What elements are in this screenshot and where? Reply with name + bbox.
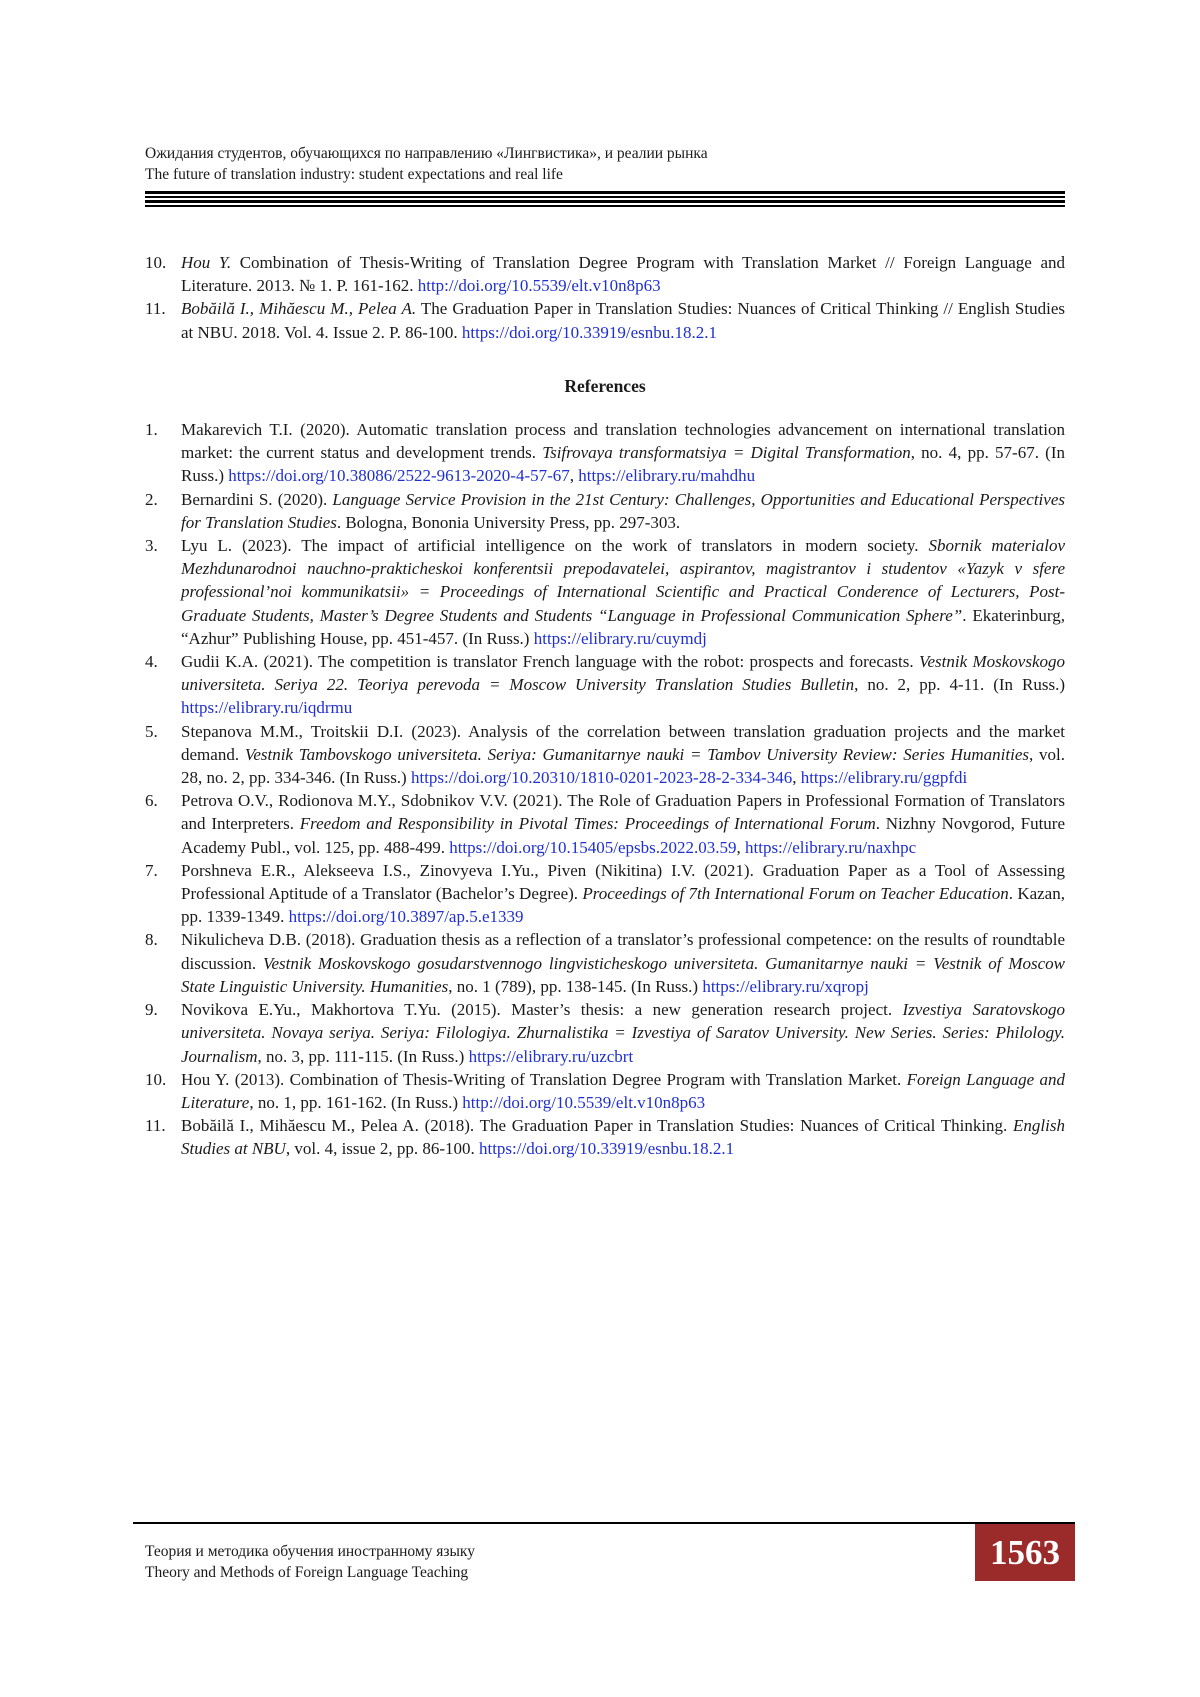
reference-segment: , no. 3, pp. 111-115. (In Russ.) [258, 1047, 469, 1066]
reference-item [145, 998, 1065, 1068]
reference-segment: Combination of Thesis-Writing of Translation Degree Program with Translation Market // Foreign Language and Literature. 2013. № 1. P. 161-162. [181, 253, 1065, 295]
reference-link[interactable]: https://elibrary.ru/naxhpc [745, 838, 916, 857]
reference-segment: . Kazan, pp. 1339-1349. [181, 884, 1065, 926]
reference-text [181, 1114, 1065, 1160]
reference-title: Freedom and Responsibility in Pivotal Times: Proceedings of International Forum [300, 814, 876, 833]
reference-link[interactable]: https://elibrary.ru/ggpfdi [801, 768, 968, 787]
reference-segment: , [792, 768, 801, 787]
reference-number: 7. [145, 859, 181, 929]
reference-link[interactable]: http://doi.org/10.5539/elt.v10n8p63 [462, 1093, 705, 1112]
reference-link[interactable]: https://doi.org/10.3897/ap.5.e1339 [289, 907, 524, 926]
reference-item [145, 1068, 1065, 1114]
reference-number: 11. [145, 297, 181, 343]
reference-number: 8. [145, 928, 181, 998]
reference-title: Hou Y. [181, 253, 231, 272]
running-footer [145, 1541, 475, 1583]
header-rule [145, 191, 1065, 211]
reference-item [145, 534, 1065, 650]
reference-segment: Nikulicheva D.B. (2018). Graduation thesis as a reflection of a translator’s professional competence: on the results of roundtable discussion. [181, 930, 1065, 972]
reference-title: Vestnik Moskovskogo gosudarstvennogo lingvisticheskogo universiteta. Gumanitarnye nauki = Vestnik of Moscow State Linguistic University. Humanities [181, 954, 1065, 996]
reference-segment: Porshneva E.R., Alekseeva I.S., Zinovyeva I.Yu., Piven (Nikitina) I.V. (2021). Graduation Paper as a Tool of Assessing Professional Aptitude of a Translator (Bachelor’s Degree). [181, 861, 1065, 903]
reference-text [181, 297, 1065, 343]
reference-segment: Hou Y. (2013). Combination of Thesis-Writing of Translation Degree Program with Translation Market. [181, 1070, 907, 1089]
reference-number: 1. [145, 418, 181, 488]
reference-segment: . Ekaterinburg, “Azhur” Publishing House, pp. 451-457. (In Russ.) [181, 606, 1065, 648]
page-content [145, 251, 1065, 1161]
reference-segment: , [737, 838, 746, 857]
reference-number: 5. [145, 720, 181, 790]
reference-title: Sbornik materialov Mezhdunarodnoi nauchno-prakticheskoi konferentsii prepodavatelei, aspirantov, magistrantov i studentov «Yazyk v sfere professional’noi kommunikatsii» = Proceedings of International Scientific and Practical Conderence of Lecturers, Post-Graduate Students, Master’s Degree Students and Students “Language in Professional Communication Sphere” [181, 536, 1065, 625]
reference-text [181, 928, 1065, 998]
reference-text [181, 534, 1065, 650]
reference-title: Bobăilă I., Mihăescu M., Pelea A. [181, 299, 416, 318]
reference-title: Language Service Provision in the 21st Century: Challenges, Opportunities and Educational Perspectives for Translation Studies [181, 490, 1065, 532]
reference-number: 9. [145, 998, 181, 1068]
reference-number: 6. [145, 789, 181, 859]
reference-text [181, 789, 1065, 859]
reference-text [181, 859, 1065, 929]
reference-title: Proceedings of 7th International Forum on Teacher Education [582, 884, 1008, 903]
reference-link[interactable]: https://elibrary.ru/iqdrmu [181, 698, 352, 717]
reference-link[interactable]: https://elibrary.ru/uzcbrt [469, 1047, 634, 1066]
reference-item [145, 418, 1065, 488]
reference-item [145, 720, 1065, 790]
reference-item [145, 789, 1065, 859]
reference-segment: Stepanova M.M., Troitskii D.I. (2023). Analysis of the correlation between translation graduation projects and the market demand. [181, 722, 1065, 764]
reference-item [145, 650, 1065, 720]
reference-item [145, 1114, 1065, 1160]
reference-segment: Makarevich T.I. (2020). Automatic translation process and translation technologies advancement on international translation market: the current status and development trends. [181, 420, 1065, 462]
reference-link[interactable]: https://doi.org/10.20310/1810-0201-2023-28-2-334-346 [411, 768, 792, 787]
reference-text [181, 1068, 1065, 1114]
reference-title: Foreign Language and Literature [181, 1070, 1065, 1112]
reference-link[interactable]: https://elibrary.ru/mahdhu [578, 466, 755, 485]
running-header-en: The future of translation industry: student expectations and real life [145, 164, 1065, 185]
reference-item [145, 928, 1065, 998]
references-list [145, 418, 1065, 1161]
reference-segment: . Bologna, Bononia University Press, pp. 297-303. [337, 513, 680, 532]
reference-text [181, 488, 1065, 534]
reference-text [181, 251, 1065, 297]
reference-segment: , [570, 466, 579, 485]
reference-number: 4. [145, 650, 181, 720]
reference-title: Izvestiya Saratovskogo universiteta. Novaya seriya. Seriya: Filologiya. Zhurnalistika = Izvestiya of Saratov University. New Series. Series: Philology. Journalism [181, 1000, 1065, 1065]
reference-segment: The Graduation Paper in Translation Studies: Nuances of Critical Thinking // English Studies at NBU. 2018. Vol. 4. Issue 2. P. 86-100. [181, 299, 1065, 341]
reference-segment: , no. 2, pp. 4-11. (In Russ.) [854, 675, 1065, 694]
reference-segment: , no. 4, pp. 57-67. (In Russ.) [181, 443, 1065, 485]
reference-link[interactable]: https://doi.org/10.38086/2522-9613-2020-4-57-67 [228, 466, 570, 485]
reference-text [181, 998, 1065, 1068]
reference-item [145, 297, 1065, 343]
reference-segment: , vol. 4, issue 2, pp. 86-100. [286, 1139, 479, 1158]
reference-text [181, 650, 1065, 720]
reference-title: Tsifrovaya transformatsiya = Digital Transformation [542, 443, 911, 462]
reference-segment: . Nizhny Novgorod, Future Academy Publ., vol. 125, pp. 488-499. [181, 814, 1065, 856]
reference-number: 10. [145, 1068, 181, 1114]
running-header [145, 143, 1065, 185]
reference-item [145, 859, 1065, 929]
reference-link[interactable]: https://doi.org/10.15405/epsbs.2022.03.59 [449, 838, 736, 857]
reference-link[interactable]: https://doi.org/10.33919/esnbu.18.2.1 [462, 323, 717, 342]
running-footer-en: Theory and Methods of Foreign Language Teaching [145, 1562, 475, 1583]
reference-link[interactable]: https://doi.org/10.33919/esnbu.18.2.1 [479, 1139, 734, 1158]
reference-segment: Novikova E.Yu., Makhortova T.Yu. (2015). Master’s thesis: a new generation research project. [181, 1000, 903, 1019]
running-header-ru: Ожидания студентов, обучающихся по направлению «Лингвистика», и реалии рынка [145, 143, 1065, 164]
reference-number: 2. [145, 488, 181, 534]
reference-item [145, 251, 1065, 297]
reference-title: Vestnik Moskovskogo universiteta. Seriya 22. Teoriya perevoda = Moscow University Translation Studies Bulletin [181, 652, 1065, 694]
reference-segment: Petrova O.V., Rodionova M.Y., Sdobnikov V.V. (2021). The Role of Graduation Papers in Professional Formation of Translators and Interpreters. [181, 791, 1065, 833]
reference-text [181, 418, 1065, 488]
reference-title: Vestnik Tambovskogo universiteta. Seriya: Gumanitarnye nauki = Tambov University Review: Series Humanities [245, 745, 1029, 764]
reference-segment: , vol. 28, no. 2, pp. 334-346. (In Russ.) [181, 745, 1065, 787]
reference-link[interactable]: https://elibrary.ru/cuymdj [534, 629, 707, 648]
reference-segment: , no. 1, pp. 161-162. (In Russ.) [249, 1093, 462, 1112]
reference-segment: Bernardini S. (2020). [181, 490, 332, 509]
top-reference-list [145, 251, 1065, 344]
reference-title: English Studies at NBU [181, 1116, 1065, 1158]
reference-segment: Gudii K.A. (2021). The competition is translator French language with the robot: prospects and forecasts. [181, 652, 919, 671]
reference-segment: Lyu L. (2023). The impact of artificial intelligence on the work of translators in modern society. [181, 536, 929, 555]
reference-segment: Bobăilă I., Mihăescu M., Pelea A. (2018). The Graduation Paper in Translation Studies: Nuances of Critical Thinking. [181, 1116, 1013, 1135]
reference-item [145, 488, 1065, 534]
reference-segment: , no. 1 (789), pp. 138-145. (In Russ.) [448, 977, 702, 996]
reference-number: 3. [145, 534, 181, 650]
reference-number: 11. [145, 1114, 181, 1160]
references-heading: References [145, 375, 1065, 398]
reference-text [181, 720, 1065, 790]
reference-number: 10. [145, 251, 181, 297]
reference-link[interactable]: http://doi.org/10.5539/elt.v10n8p63 [418, 276, 661, 295]
reference-link[interactable]: https://elibrary.ru/xqropj [702, 977, 869, 996]
running-footer-ru: Теория и методика обучения иностранному языку [145, 1541, 475, 1562]
footer-rule [133, 1522, 1075, 1524]
page-number: 1563 [975, 1524, 1075, 1581]
